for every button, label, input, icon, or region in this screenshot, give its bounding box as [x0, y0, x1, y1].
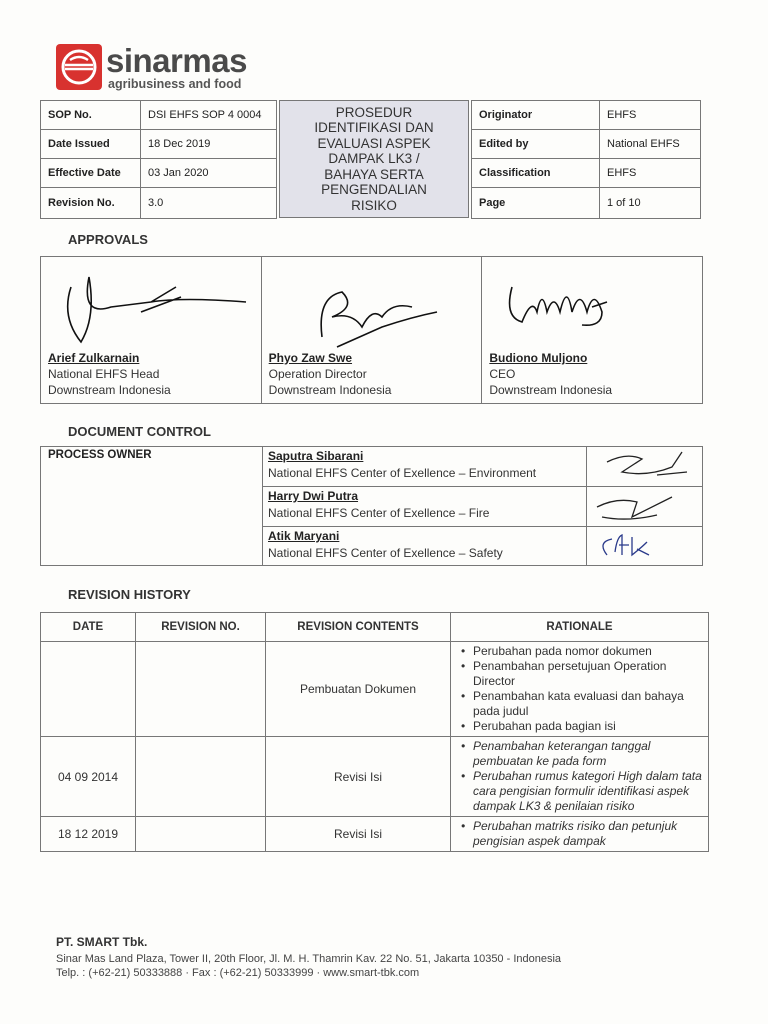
owner-signature-cell [586, 447, 702, 486]
rationale-cell [451, 642, 709, 737]
brand-subtitle: agribusiness and food [108, 77, 242, 91]
owner-row [263, 487, 702, 527]
owner-signature-cell [586, 487, 702, 526]
contents-cell: Revisi Isi [266, 817, 451, 852]
approver-name: Budiono Muljono [489, 351, 588, 365]
owner-name: Saputra Sibarani [268, 449, 364, 463]
rationale-cell [451, 817, 709, 852]
rev-no-cell [136, 737, 266, 817]
process-owner-label: PROCESS OWNER [48, 449, 152, 461]
approver-cell [482, 257, 702, 403]
sop-meta-left [40, 100, 277, 219]
brand-name: sinarmas [106, 42, 247, 79]
signature-icon [262, 257, 482, 357]
column-header: REVISION NO. [136, 613, 266, 642]
footer-company: PT. SMART Tbk. [56, 935, 148, 949]
document-title: PROSEDUR IDENTIFIKASI DAN EVALUASI ASPEK DAMPAK LK3 / BAHAYA SERTA PENGENDALIAN RISIKO [314, 104, 434, 213]
effective-date-label: Effective Date [41, 159, 141, 188]
page-label: Page [472, 188, 600, 219]
approver-name: Phyo Zaw Swe [268, 351, 353, 365]
owner-role: National EHFS Center of Exellence – Environment [268, 466, 537, 480]
approvals-table [40, 256, 703, 404]
table-row [41, 737, 709, 817]
owner-row [263, 527, 702, 565]
sop-meta-right [471, 100, 701, 219]
rationale-item: • Penambahan keterangan tanggal pembuatan ke pada form [473, 739, 702, 769]
revision-no-label: Revision No. [41, 188, 141, 219]
column-header: RATIONALE [451, 613, 709, 642]
rationale-item: • Perubahan pada nomor dokumen [473, 644, 702, 659]
signature-icon [41, 257, 261, 357]
rev-no-cell [136, 817, 266, 852]
sinarmas-logo-icon [56, 44, 102, 90]
owner-row [263, 447, 702, 487]
table-row [41, 817, 709, 852]
process-owner-cell [41, 447, 263, 565]
sop-no-value: DSI EHFS SOP 4 0004 [141, 101, 277, 130]
rationale-item: • Penambahan persetujuan Operation Director [473, 659, 702, 689]
edited-by-value: National EHFS [600, 130, 701, 159]
table-row [41, 642, 709, 737]
date-cell: 18 12 2019 [41, 817, 136, 852]
page-value: 1 of 10 [600, 188, 701, 219]
owner-name: Harry Dwi Putra [268, 489, 359, 503]
originator-label: Originator [472, 101, 600, 130]
date-issued-label: Date Issued [41, 130, 141, 159]
approver-cell [262, 257, 483, 403]
revision-no-value: 3.0 [141, 188, 277, 219]
rationale-item: • Penambahan kata evaluasi dan bahaya pada judul [473, 689, 702, 719]
approver-unit: Downstream Indonesia [268, 383, 392, 397]
approver-unit: Downstream Indonesia [48, 383, 171, 397]
rationale-item: • Perubahan pada bagian isi [473, 719, 702, 734]
owner-signature-cell [586, 527, 702, 566]
classification-value: EHFS [600, 159, 701, 188]
date-issued-value: 18 Dec 2019 [141, 130, 277, 159]
owner-role: National EHFS Center of Exellence – Fire [268, 506, 490, 520]
approvals-heading: APPROVALS [68, 232, 148, 247]
revision-history-heading: REVISION HISTORY [68, 587, 191, 602]
signature-icon [482, 257, 702, 357]
rationale-cell [451, 737, 709, 817]
sop-no-label: SOP No. [41, 101, 141, 130]
document-title-box [279, 100, 469, 218]
owner-role: National EHFS Center of Exellence – Safety [268, 546, 503, 560]
signature-icon [587, 527, 702, 565]
effective-date-value: 03 Jan 2020 [141, 159, 277, 188]
date-cell [41, 642, 136, 737]
document-control-table [40, 446, 703, 566]
document-control-heading: DOCUMENT CONTROL [68, 424, 211, 439]
contents-cell: Revisi Isi [266, 737, 451, 817]
originator-value: EHFS [600, 101, 701, 130]
rationale-item: • Perubahan matriks risiko dan petunjuk pengisian aspek dampak [473, 819, 702, 849]
contents-cell: Pembuatan Dokumen [266, 642, 451, 737]
approver-unit: Downstream Indonesia [489, 383, 613, 397]
owner-name: Atik Maryani [268, 529, 340, 543]
rationale-item: • Perubahan rumus kategori High dalam tata cara pengisian formulir identifikasi aspek dampak LK3 & penilaian risiko [473, 769, 702, 814]
date-cell: 04 09 2014 [41, 737, 136, 817]
approver-title: CEO [489, 367, 516, 381]
footer-contact: Telp. : (+62-21) 50333888 · Fax : (+62-21) 50333999 · www.smart-tbk.com [56, 967, 420, 979]
approver-cell [41, 257, 262, 403]
footer-address: Sinar Mas Land Plaza, Tower II, 20th Floor, Jl. M. H. Thamrin Kav. 22 No. 51, Jakarta 10350 - Indonesia [56, 953, 562, 965]
approver-title: Operation Director [268, 367, 367, 381]
signature-icon [587, 487, 702, 526]
edited-by-label: Edited by [472, 130, 600, 159]
classification-label: Classification [472, 159, 600, 188]
column-header: DATE [41, 613, 136, 642]
approver-title: National EHFS Head [48, 367, 160, 381]
column-header: REVISION CONTENTS [266, 613, 451, 642]
signature-icon [587, 447, 702, 486]
revision-history-table [40, 612, 709, 852]
rev-no-cell [136, 642, 266, 737]
approver-name: Arief Zulkarnain [48, 351, 140, 365]
